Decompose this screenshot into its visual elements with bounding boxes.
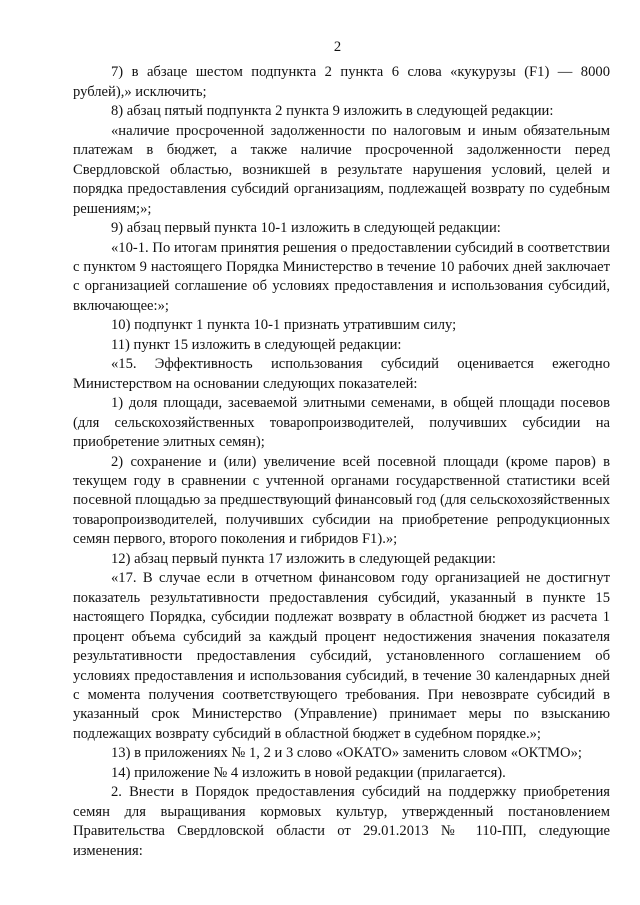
page-number: 2 [333,39,342,55]
paragraph-indicator-1: 1) доля площади, засеваемой элитными семенами, в общей площади посевов (для сельскохозяйственных товаропроизводителей, получивших субсидии на приобретение элитных семян); [73,395,610,451]
paragraph-item-14: 14) приложение № 4 изложить в новой редакции (прилагается). [111,764,506,781]
paragraph-quote-10-1: «10-1. По итогам принятия решения о предоставлении субсидий в соответствии с пунктом 9 настоящего Порядка Министерство в течение 10 рабочих дней заключает с организацией соглашение об условиях предоставления и использования субсидий, включающее:»; [73,239,610,314]
paragraph-quote-17: «17. В случае если в отчетном финансовом году организацией не достигнут показатель результативности предоставления субсидий, указанный в пункте 15 настоящего Порядка, субсидии подлежат возврату в областной бюджет из расчета 1 процент объема субсидий за каждый процент недостижения значения показателя результативности предоставления субсидий, установленного соглашением об условиях предоставления и использования субсидий, в течение 30 календарных дней с момента получения соответствующего требования. При невозврате субсидий в указанный срок Министерство (Управление) принимает меры по взысканию подлежащих возврату субсидий в областной бюджет в судебном порядке.»; [73,570,610,742]
paragraph-section-2: 2. Внести в Порядок предоставления субсидий на поддержку приобретения семян для выращивания кормовых культур, утвержденный постановлением Правительства Свердловской области от 29.01.2013 № 110-ПП, следующие изменения: [73,784,610,859]
document-body [73,63,610,861]
paragraph-item-9: 9) абзац первый пункта 10-1 изложить в следующей редакции: [111,220,501,237]
paragraph-indicator-2: 2) сохранение и (или) увеличение всей посевной площади (кроме паров) в текущем году в сравнении с учтенной органами государственной статистики всей посевной площадью за предшествующий финансовый год (для сельскохозяйственных товаропроизводителей, получивших субсидии на приобретение репродукционных семян первого, второго поколения и гибридов F1).»; [73,453,610,548]
paragraph-item-11: 11) пункт 15 изложить в следующей редакции: [111,336,402,353]
paragraph-quote-15: «15. Эффективность использования субсидий оценивается ежегодно Министерством на основании следующих показателей: [73,356,610,392]
paragraph-item-10: 10) подпункт 1 пункта 10-1 признать утратившим силу; [111,317,457,334]
paragraph-item-13: 13) в приложениях № 1, 2 и 3 слово «ОКАТО» заменить словом «ОКТМО»; [111,745,582,762]
paragraph-item-8: 8) абзац пятый подпункта 2 пункта 9 изложить в следующей редакции: [111,103,554,120]
paragraph-item-12: 12) абзац первый пункта 17 изложить в следующей редакции: [111,550,496,567]
paragraph-item-7: 7) в абзаце шестом подпункта 2 пункта 6 слова «кукурузы (F1) — 8000 рублей),» исключить; [73,64,610,100]
paragraph-quote-9-5: «наличие просроченной задолженности по налоговым и иным обязательным платежам в бюджет, а также наличие просроченной задолженности перед Свердловской областью, возникшей в результате нарушения условий, целей и порядка предоставления субсидий организациям, подлежащей возврату по судебным решениям;»; [73,122,610,217]
